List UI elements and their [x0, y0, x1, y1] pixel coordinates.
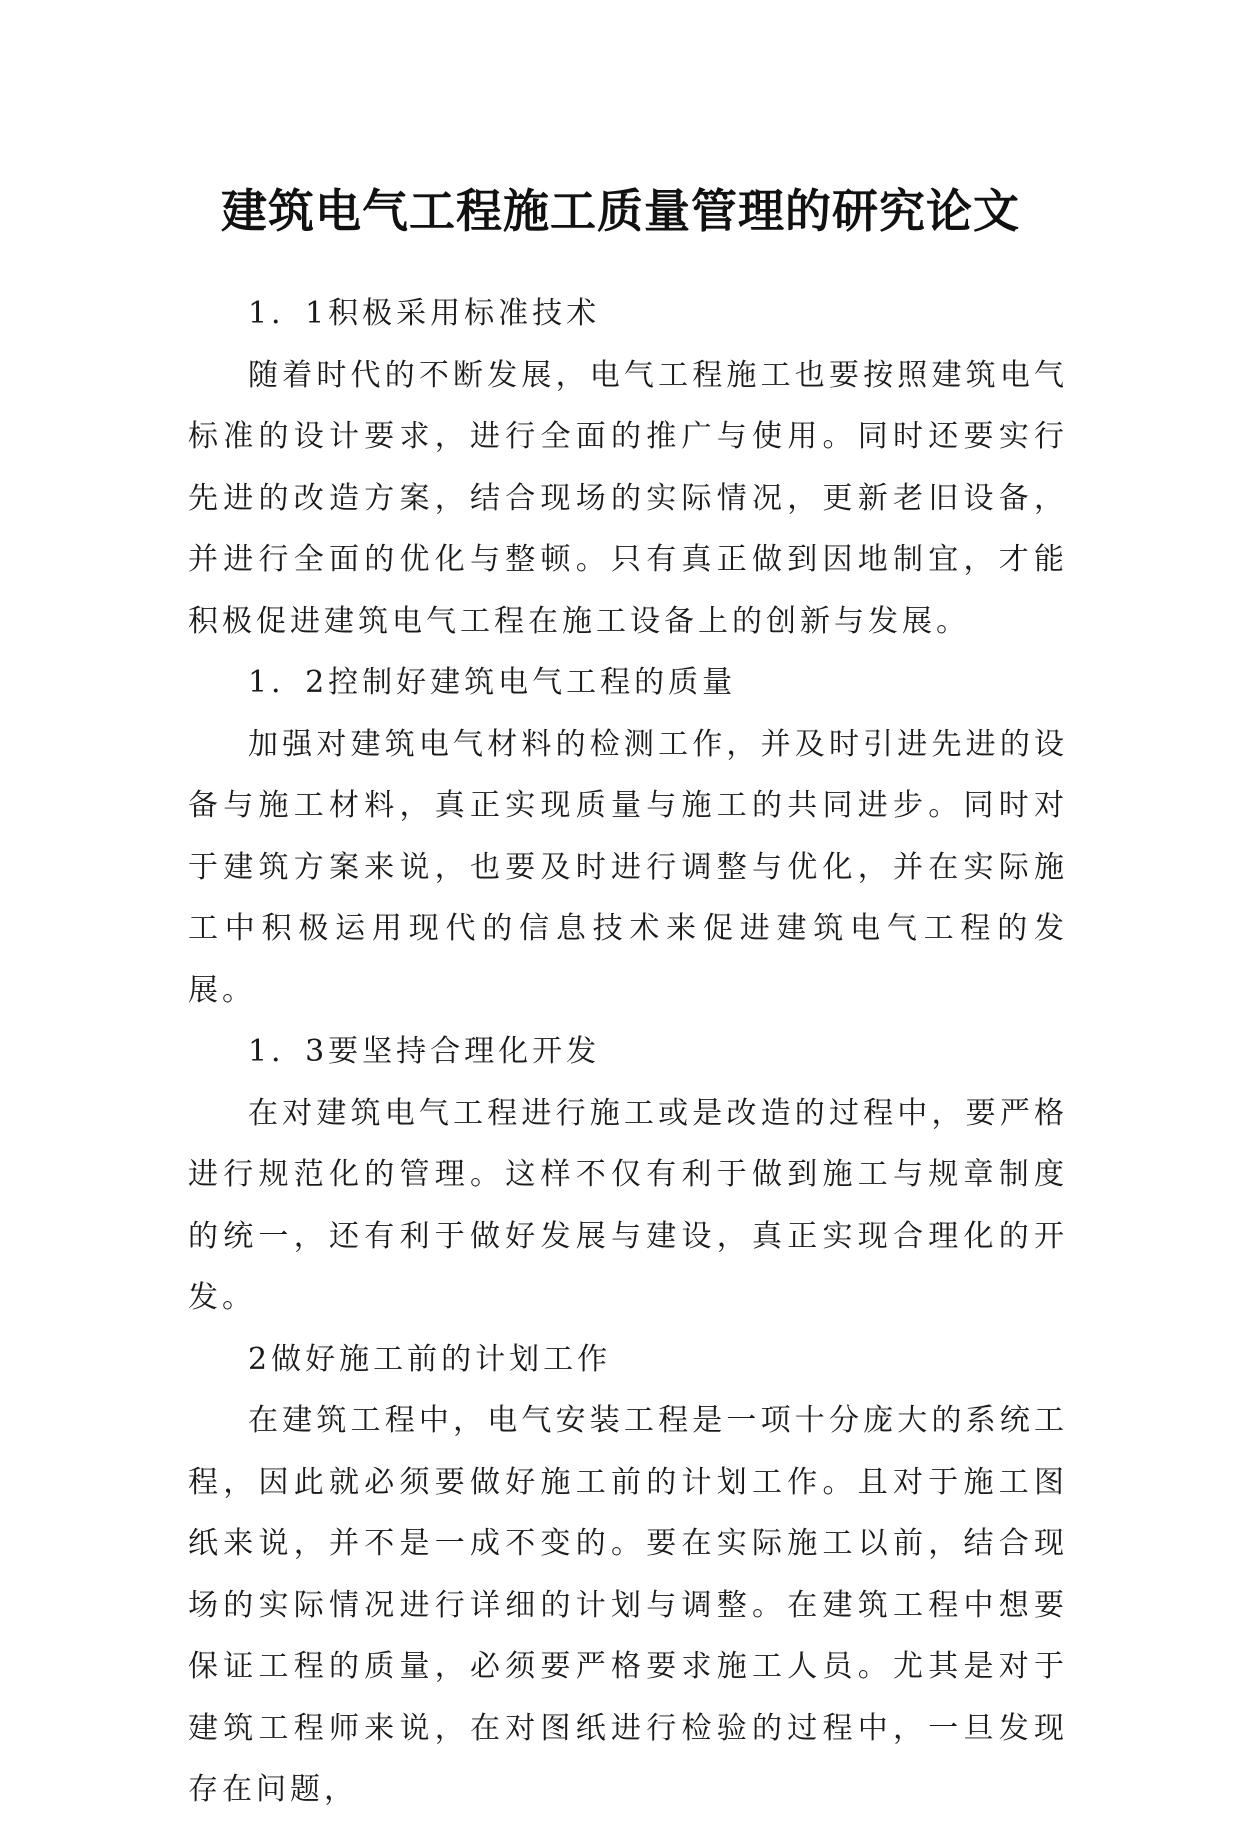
document-body	[188, 283, 1068, 1821]
paragraph-1-1: 随着时代的不断发展，电气工程施工也要按照建筑电气标准的设计要求，进行全面的推广与使用。同时还要实行先进的改造方案，结合现场的实际情况，更新老旧设备，并进行全面的优化与整顿。只有真正做到因地制宜，才能积极促进建筑电气工程在施工设备上的创新与发展。	[188, 357, 1068, 639]
section-heading-2: 2做好施工前的计划工作	[248, 1341, 612, 1377]
section-heading-1-2: 1．2控制好建筑电气工程的质量	[248, 665, 737, 700]
paragraph-1-3: 在对建筑电气工程进行施工或是改造的过程中，要严格进行规范化的管理。这样不仅有利于做到施工与规章制度的统一，还有利于做好发展与建设，真正实现合理化的开发。	[188, 1095, 1068, 1315]
document-title: 建筑电气工程施工质量管理的研究论文	[221, 183, 1020, 238]
paragraph-1-2: 加强对建筑电气材料的检测工作，并及时引进先进的设备与施工材料，真正实现质量与施工的共同进步。同时对于建筑方案来说，也要及时进行调整与优化，并在实际施工中积极运用现代的信息技术来促进建筑电气工程的发展。	[188, 726, 1068, 1008]
section-heading-1-1: 1．1积极采用标准技术	[248, 296, 601, 331]
paragraph-2: 在建筑工程中，电气安装工程是一项十分庞大的系统工程，因此就必须要做好施工前的计划工作。且对于施工图纸来说，并不是一成不变的。要在实际施工以前，结合现场的实际情况进行详细的计划与调整。在建筑工程中想要保证工程的质量，必须要严格要求施工人员。尤其是对于建筑工程师来说，在对图纸进行检验的过程中，一旦发现存在问题，	[188, 1403, 1068, 1807]
section-heading-1-3: 1．3要坚持合理化开发	[248, 1034, 601, 1069]
